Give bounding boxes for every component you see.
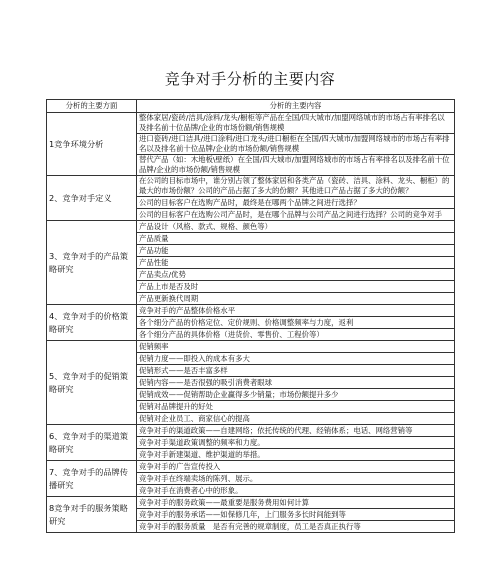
aspect-cell: 1竞争环境分析 bbox=[47, 113, 137, 176]
table-row bbox=[47, 497, 455, 509]
content-cell: 产品卖点/优势 bbox=[137, 269, 455, 281]
content-cell: 竞争对手的服务政策——最重要是服务费用如何计算 bbox=[137, 497, 455, 509]
table-row bbox=[47, 176, 455, 197]
table-row bbox=[47, 221, 455, 233]
content-cell: 各个细分产品的价格定位、定价规则、价格调整频率与力度，返利 bbox=[137, 317, 455, 329]
aspect-cell: 5、竞争对手的促销策略研究 bbox=[47, 341, 137, 425]
aspect-cell: 8竞争对手的服务策略研究 bbox=[47, 497, 137, 533]
content-cell: 竞争对手在终端卖场的陈列、展示。 bbox=[137, 473, 455, 485]
table-row bbox=[47, 341, 455, 353]
table-header-row bbox=[47, 100, 455, 113]
content-cell: 竞争对手渠道政策调整的频率和力度。 bbox=[137, 437, 455, 449]
content-cell: 促销对品牌提升的好处 bbox=[137, 401, 455, 413]
content-cell: 整体家居/瓷砖/洁具/涂料/龙头/橱柜等产品在全国/四大城市/加盟网络城市的市场占有率排名以及排名前十位品牌/企业的市场份额/销售规模 bbox=[137, 113, 455, 134]
content-cell: 产品设计（风格、款式、规格、颜色等） bbox=[137, 221, 455, 233]
content-cell: 竞争对手在消费者心中的形象。 bbox=[137, 485, 455, 497]
content-cell: 竞争对手的渠道政策——自建网络；依托传统的代理、经销体系；电话、网络营销等 bbox=[137, 425, 455, 437]
content-cell: 促销力度——即投入的成本有多大 bbox=[137, 353, 455, 365]
content-cell: 产品上市是否及时 bbox=[137, 281, 455, 293]
table-body bbox=[47, 113, 455, 533]
content-cell: 产品更新换代周期 bbox=[137, 293, 455, 305]
content-cell: 产品质量 bbox=[137, 233, 455, 245]
content-cell: 公司的目标客户在选购公司产品时，是在哪个品牌与公司产品之间进行选择？公司的竞争对手 bbox=[137, 209, 455, 221]
content-cell: 竞争对手的服务质量 是否有完善的规章制度，员工是否真正执行等 bbox=[137, 521, 455, 533]
content-cell: 进口瓷砖/进口洁具/进口涂料/进口龙头/进口橱柜在全国/四大城市/加盟网络城市的市场占有率排名以及排名前十位品牌/企业的市场份额/销售规模 bbox=[137, 134, 455, 155]
header-content: 分析的主要内容 bbox=[137, 100, 455, 113]
aspect-cell: 7、竞争对手的品牌传播研究 bbox=[47, 461, 137, 497]
competitor-analysis-table bbox=[46, 99, 455, 533]
content-cell: 各个细分产品的具体价格（进货价、零售价、工程价等） bbox=[137, 329, 455, 341]
table-row bbox=[47, 113, 455, 134]
table-row bbox=[47, 461, 455, 473]
aspect-cell: 3、竞争对手的产品策略研究 bbox=[47, 221, 137, 305]
page-title: 竞争对手分析的主要内容 bbox=[164, 70, 336, 88]
content-cell: 产品性能 bbox=[137, 257, 455, 269]
aspect-cell: 4、竞争对手的价格策略研究 bbox=[47, 305, 137, 341]
content-cell: 促销成效——促销帮助企业赢得多少销量；市场份额提升多少 bbox=[137, 389, 455, 401]
aspect-cell: 2、竞争对手定义 bbox=[47, 176, 137, 221]
content-cell: 促销频率 bbox=[137, 341, 455, 353]
content-cell: 促销内容——是否很强的吸引消费者眼球 bbox=[137, 377, 455, 389]
content-cell: 公司的目标客户在选购产品时，最终是在哪两个品牌之间进行选择？ bbox=[137, 197, 455, 209]
table-row bbox=[47, 305, 455, 317]
content-cell: 竞争对手的服务承诺——如保修几年，上门服务多长时间能到等 bbox=[137, 509, 455, 521]
content-cell: 竞争对手的广告宣传投入 bbox=[137, 461, 455, 473]
content-cell: 在公司的目标市场中，谁分别占领了整体家居和各类产品（瓷砖、洁具、涂料、龙头、橱柜）的最大的市场份额？公司的产品占据了多大的份额？其他进口产品占据了多大的份额？ bbox=[137, 176, 455, 197]
content-cell: 竞争对手新建渠道、维护渠道的举措。 bbox=[137, 449, 455, 461]
content-cell: 产品功能 bbox=[137, 245, 455, 257]
content-cell: 替代产品（如：木地板\壁纸）在全国/四大城市/加盟网络城市的市场占有率排名以及排名前十位品牌/企业的市场份额/销售规模 bbox=[137, 155, 455, 176]
aspect-cell: 6、竞争对手的渠道策略研究 bbox=[47, 425, 137, 461]
header-aspect: 分析的主要方面 bbox=[47, 100, 137, 113]
content-cell: 促销形式——是否丰富多样 bbox=[137, 365, 455, 377]
table-row bbox=[47, 425, 455, 437]
content-cell: 竞争对手的产品整体价格水平 bbox=[137, 305, 455, 317]
content-cell: 促销对企业员工、商家信心的提高 bbox=[137, 413, 455, 425]
